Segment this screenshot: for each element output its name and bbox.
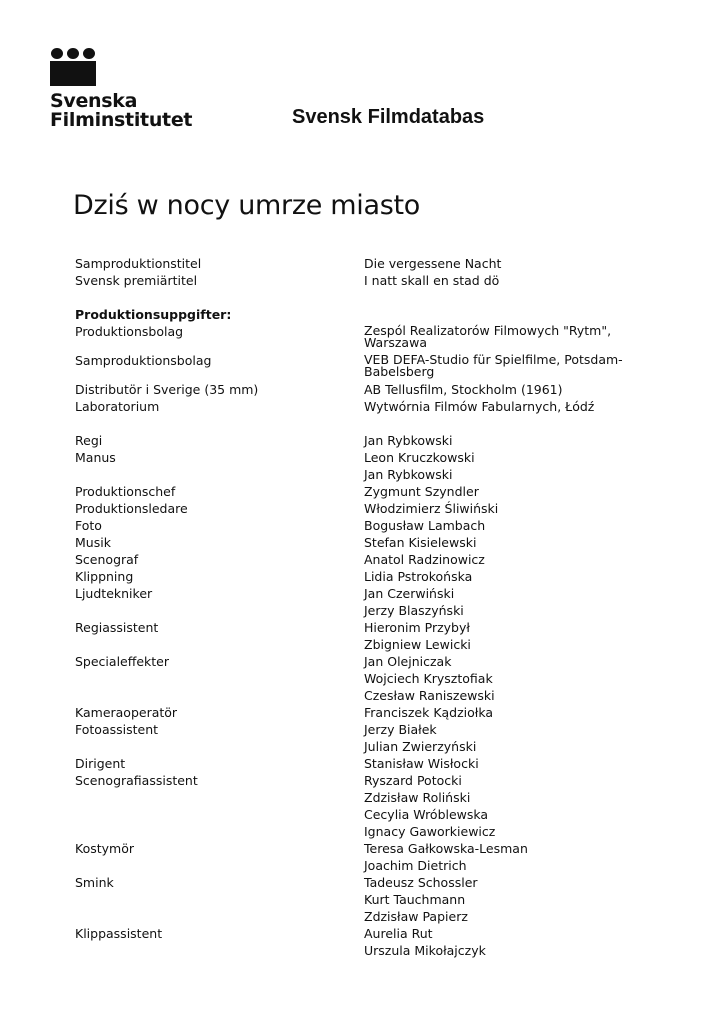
detail-value: Anatol Radzinowicz — [364, 552, 485, 567]
detail-label: Produktionschef — [75, 484, 176, 499]
detail-row — [75, 619, 655, 636]
detail-row — [75, 602, 655, 619]
detail-value: I natt skall en stad dö — [364, 273, 500, 288]
detail-label: Foto — [75, 518, 102, 533]
detail-label: Scenografiassistent — [75, 773, 198, 788]
detail-row — [75, 857, 655, 874]
detail-label: Smink — [75, 875, 114, 890]
detail-value: Bogusław Lambach — [364, 518, 486, 533]
detail-value: AB Tellusfilm, Stockholm (1961) — [364, 382, 563, 397]
detail-label: Regi — [75, 433, 103, 448]
titles-section — [75, 255, 655, 289]
detail-label: Svensk premiärtitel — [75, 273, 198, 288]
detail-value: Wojciech Krysztofiak — [364, 671, 493, 686]
production-heading-row — [75, 306, 655, 323]
detail-label: Klippning — [75, 569, 134, 584]
detail-value: Lidia Pstrokońska — [364, 569, 473, 584]
detail-row — [75, 551, 655, 568]
detail-row — [75, 738, 655, 755]
detail-row — [75, 466, 655, 483]
detail-row — [75, 398, 655, 415]
detail-row — [75, 272, 655, 289]
detail-value: Jerzy Blaszyński — [364, 603, 464, 618]
detail-label: Scenograf — [75, 552, 139, 567]
detail-row — [75, 636, 655, 653]
detail-label: Dirigent — [75, 756, 126, 771]
detail-value: Jan Rybkowski — [364, 433, 453, 448]
detail-value: Włodzimierz Śliwiński — [364, 501, 499, 516]
detail-value: Zespól Realizatorów Filmowych "Rytm", Warszawa — [364, 323, 612, 350]
detail-row — [75, 772, 655, 789]
detail-label: Samproduktionstitel — [75, 256, 202, 271]
detail-value: Zygmunt Szyndler — [364, 484, 479, 499]
detail-row — [75, 517, 655, 534]
detail-value: Zbigniew Lewicki — [364, 637, 471, 652]
detail-value: Stefan Kisielewski — [364, 535, 477, 550]
detail-row — [75, 653, 655, 670]
detail-row — [75, 942, 655, 959]
detail-value: Wytwórnia Filmów Fabularnych, Łódź — [364, 399, 595, 414]
detail-value: Ignacy Gaworkiewicz — [364, 824, 496, 839]
detail-row — [75, 908, 655, 925]
svenska-filminstitutet-logo — [50, 48, 193, 131]
detail-value: Jan Czerwiński — [364, 586, 455, 601]
detail-label: Samproduktionsbolag — [75, 353, 212, 368]
detail-value: Aurelia Rut — [364, 926, 433, 941]
detail-value: Franciszek Kądziołka — [364, 705, 494, 720]
detail-row — [75, 789, 655, 806]
detail-row — [75, 891, 655, 908]
detail-row — [75, 449, 655, 466]
detail-value: Zdzisław Papierz — [364, 909, 468, 924]
detail-value: Zdzisław Roliński — [364, 790, 471, 805]
detail-row — [75, 721, 655, 738]
detail-row — [75, 255, 655, 272]
detail-label: Ljudtekniker — [75, 586, 153, 601]
detail-row — [75, 500, 655, 517]
logo-text — [50, 90, 193, 131]
detail-label: Specialeffekter — [75, 654, 170, 669]
detail-row — [75, 755, 655, 772]
detail-label: Distributör i Sverige (35 mm) — [75, 382, 259, 397]
detail-row — [75, 925, 655, 942]
detail-label: Musik — [75, 535, 111, 550]
detail-value: Stanisław Wisłocki — [364, 756, 479, 771]
detail-value: Cecylia Wróblewska — [364, 807, 489, 822]
logo-line-2: Filminstitutet — [50, 109, 193, 131]
detail-value: Leon Kruczkowski — [364, 450, 475, 465]
detail-label: Manus — [75, 450, 116, 465]
logo-mark-icon — [50, 48, 98, 88]
logo-line-1: Svenska — [50, 90, 138, 112]
detail-row — [75, 823, 655, 840]
credits-section — [75, 432, 655, 959]
detail-value: Joachim Dietrich — [364, 858, 467, 873]
detail-value: VEB DEFA-Studio für Spielfilme, Potsdam-Babelsberg — [364, 352, 623, 379]
detail-label: Laboratorium — [75, 399, 160, 414]
detail-row — [75, 687, 655, 704]
database-title: Svensk Filmdatabas — [292, 106, 485, 128]
detail-label: Kameraoperatör — [75, 705, 178, 720]
detail-row — [75, 483, 655, 500]
detail-row — [75, 323, 655, 352]
detail-row — [75, 806, 655, 823]
production-heading: Produktionsuppgifter: — [75, 307, 232, 322]
detail-row — [75, 704, 655, 721]
detail-value: Jan Olejniczak — [364, 654, 452, 669]
detail-row — [75, 840, 655, 857]
detail-label: Fotoassistent — [75, 722, 159, 737]
detail-row — [75, 670, 655, 687]
detail-value: Czesław Raniszewski — [364, 688, 495, 703]
detail-value: Jan Rybkowski — [364, 467, 453, 482]
detail-label: Produktionsbolag — [75, 324, 184, 339]
detail-label: Regiassistent — [75, 620, 159, 635]
detail-value: Tadeusz Schossler — [364, 875, 478, 890]
detail-label: Klippassistent — [75, 926, 163, 941]
detail-value: Kurt Tauchmann — [364, 892, 466, 907]
detail-value: Julian Zwierzyński — [364, 739, 477, 754]
detail-value: Teresa Gałkowska-Lesman — [364, 841, 528, 856]
detail-row — [75, 534, 655, 551]
film-details — [75, 255, 655, 959]
detail-row — [75, 568, 655, 585]
detail-label: Produktionsledare — [75, 501, 188, 516]
detail-row — [75, 352, 655, 381]
detail-value: Jerzy Białek — [364, 722, 437, 737]
detail-row — [75, 381, 655, 398]
detail-row — [75, 432, 655, 449]
detail-row — [75, 585, 655, 602]
detail-value: Hieronim Przybył — [364, 620, 470, 635]
detail-value: Die vergessene Nacht — [364, 256, 502, 271]
detail-row — [75, 874, 655, 891]
film-title: Dziś w nocy umrze miasto — [73, 190, 421, 221]
detail-value: Urszula Mikołajczyk — [364, 943, 486, 958]
detail-value: Ryszard Potocki — [364, 773, 462, 788]
detail-label: Kostymör — [75, 841, 134, 856]
production-section — [75, 323, 655, 415]
